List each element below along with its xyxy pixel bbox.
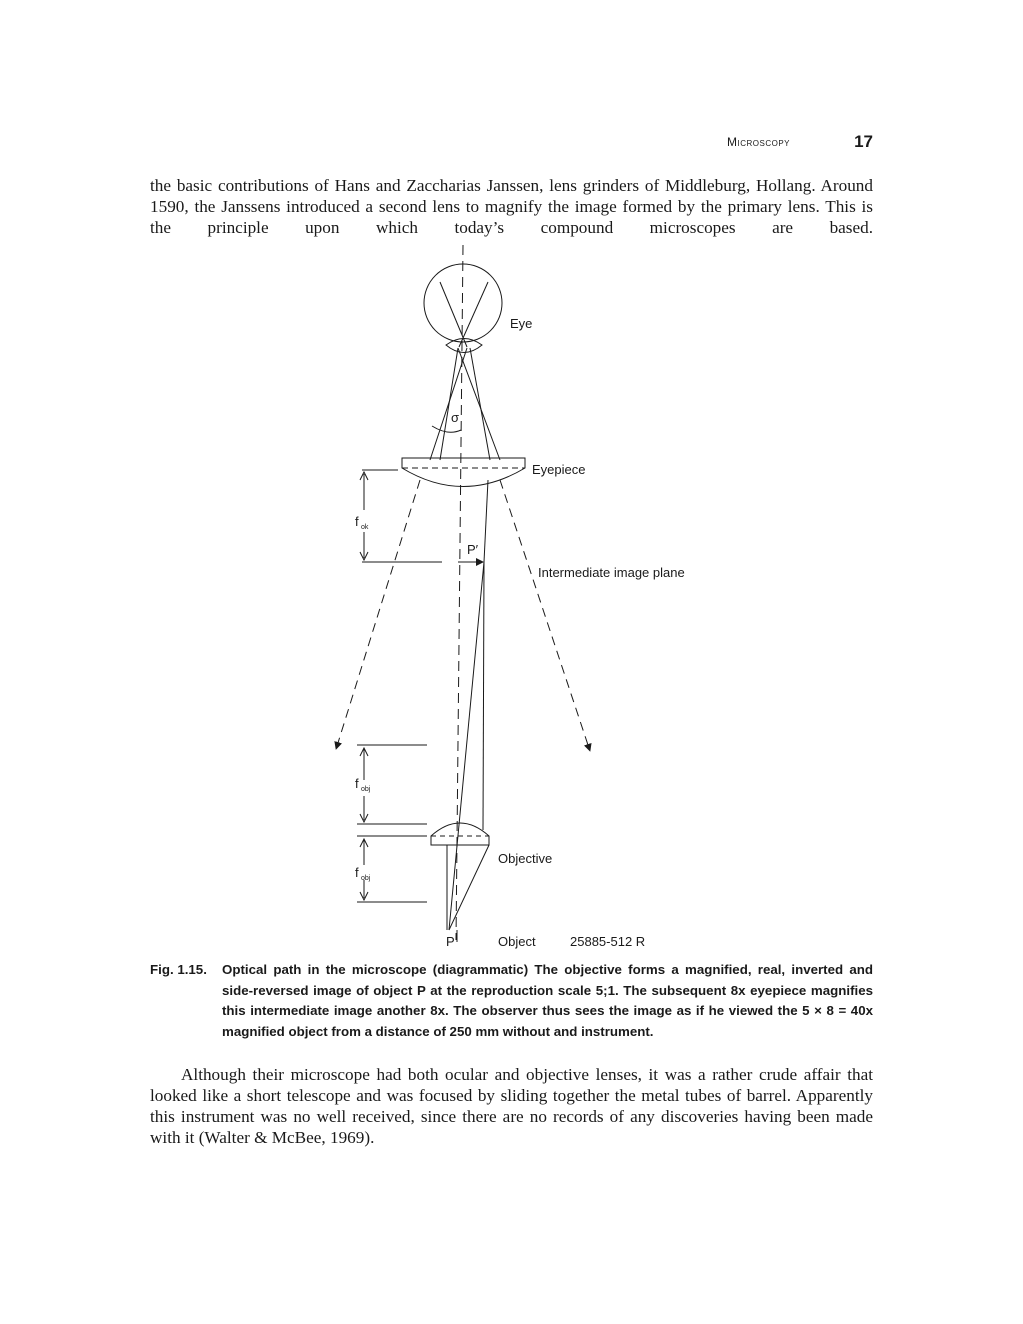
label-eyepiece: Eyepiece xyxy=(532,462,586,477)
running-title: Microscopy xyxy=(727,135,791,149)
label-f-ok: f xyxy=(355,514,359,529)
label-f-obj-lower: f xyxy=(355,865,359,880)
caption-text: Optical path in the microscope (diagrammatic) The objective forms a magnified, real, inverted and side-reversed image of object P at the reproduction scale 5;1. The subsequent 8x eyepiece magnifies this intermediate image another 8x. The observer thus sees the image as if he viewed the 5 × 8 = 40x magnified object from a distance of 250 mm without and instrument. xyxy=(222,962,873,1039)
label-intermediate-image-plane: Intermediate image plane xyxy=(538,565,685,580)
label-f-obj-upper: f xyxy=(355,776,359,791)
label-p: P xyxy=(446,934,455,949)
label-figure-code: 25885-512 R xyxy=(570,934,646,949)
paragraph-intro: the basic contributions of Hans and Zaccharias Janssen, lens grinders of Middleburg, Hollang. Around 1590, the Janssens introduced a second lens to magnify the image formed by the primary lens. This is the principle upon which today’s compound microscopes are based. xyxy=(150,176,873,237)
label-eye: Eye xyxy=(510,316,533,331)
figure-optical-path xyxy=(0,240,1023,960)
label-object: Object xyxy=(498,934,536,949)
objective-lens xyxy=(431,823,489,845)
label-f-ok-sub: ok xyxy=(361,524,369,531)
running-header xyxy=(700,132,873,154)
label-objective: Objective xyxy=(498,851,553,866)
optical-path-diagram xyxy=(0,240,1023,960)
label-f-obj-upper-sub: obj xyxy=(361,786,371,793)
eye-circle xyxy=(424,264,502,342)
page-number: 17 xyxy=(854,132,873,151)
caption-number: Fig. 1.15. xyxy=(150,962,207,977)
sigma-arc xyxy=(432,426,461,432)
eyepiece-lens xyxy=(402,458,525,487)
label-f-obj-lower-sub: obj xyxy=(361,875,371,882)
paragraph-microscope: Although their microscope had both ocular and objective lenses, it was a rather crude affair that looked like a short telescope and was focused by sliding together the metal tubes of barrel. Apparently this instrument was no well received, since there are no records of any discoveries having been made with it (Walter & McBee, 1969). xyxy=(150,1065,873,1147)
label-p-prime: P′ xyxy=(467,542,479,557)
label-sigma: σ xyxy=(451,410,460,425)
